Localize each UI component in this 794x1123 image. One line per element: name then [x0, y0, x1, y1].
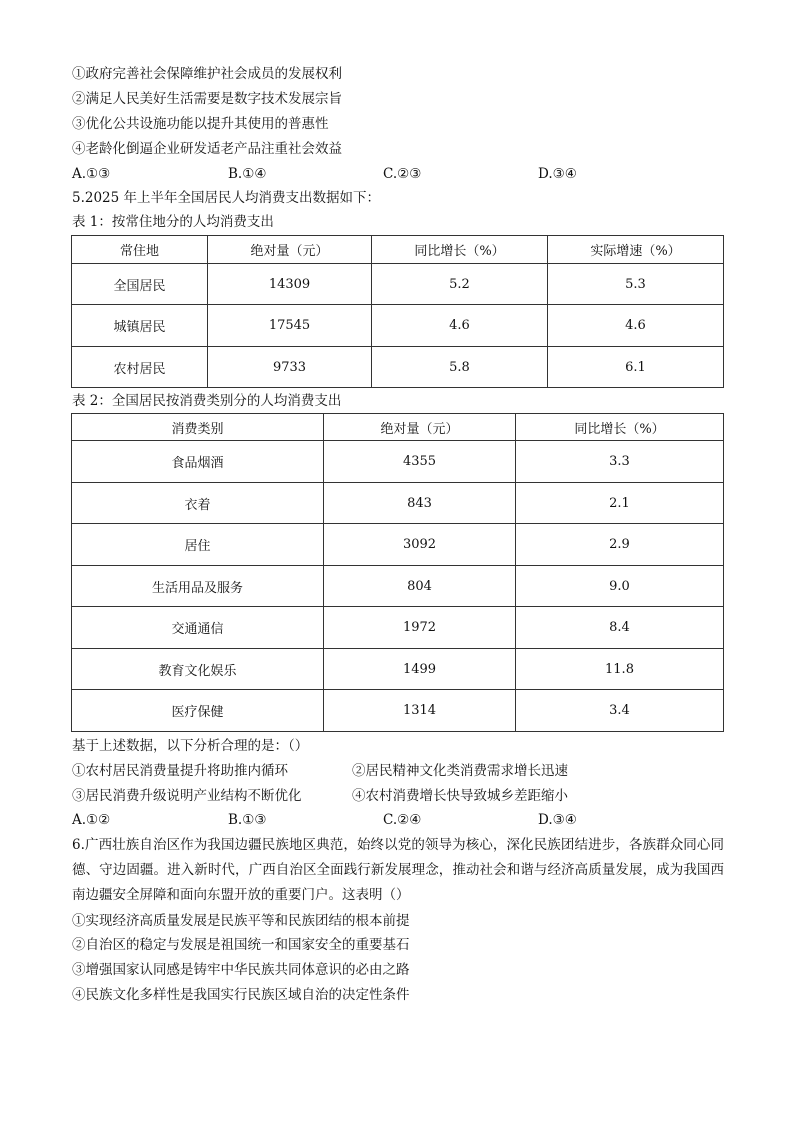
table2-cell: 2.9: [516, 524, 724, 566]
table1-cell: 5.8: [372, 347, 548, 388]
table2-caption: 表 2：全国居民按消费类别分的人均消费支出: [72, 393, 342, 409]
table-row: [72, 441, 724, 483]
table2-header: 绝对量（元）: [324, 414, 516, 441]
table2-cell: 1499: [324, 649, 516, 690]
q5-choice-d[interactable]: D.③④: [538, 812, 577, 828]
table1-cell: 4.6: [548, 305, 724, 347]
table1-cell: 17545: [208, 305, 372, 347]
q5-choice-b[interactable]: B.①③: [228, 812, 267, 828]
table-row: [72, 649, 724, 690]
table1-header-row: [72, 236, 724, 264]
table1-cell: 城镇居民: [72, 305, 208, 347]
table1-cell: 6.1: [548, 347, 724, 388]
table1-cell: 5.2: [372, 264, 548, 305]
q6-option-2: ②自治区的稳定与发展是祖国统一和国家安全的重要基石: [72, 937, 410, 953]
q5-option-3: ③居民消费升级说明产业结构不断优化: [72, 788, 302, 804]
table2-cell: 2.1: [516, 483, 724, 524]
q5-choice-c[interactable]: C.②④: [383, 812, 422, 828]
table1-header: 绝对量（元）: [208, 236, 372, 264]
table1-caption: 表 1：按常住地分的人均消费支出: [72, 214, 274, 230]
table2-cell: 1972: [324, 607, 516, 649]
q6-option-3: ③增强国家认同感是铸牢中华民族共同体意识的必由之路: [72, 962, 410, 978]
q4-choices: [72, 164, 712, 184]
q5-option-4: ④农村消费增长快导致城乡差距缩小: [352, 788, 568, 804]
q5-option-2: ②居民精神文化类消费需求增长迅速: [352, 763, 568, 779]
q6-option-4: ④民族文化多样性是我国实行民族区域自治的决定性条件: [72, 987, 410, 1003]
table2-header: 消费类别: [72, 414, 324, 441]
q6-option-1: ①实现经济高质量发展是民族平等和民族团结的根本前提: [72, 913, 410, 929]
table2-cell: 教育文化娱乐: [72, 649, 324, 690]
table1: [71, 235, 724, 388]
q5-question: 基于上述数据，以下分析合理的是：（）: [72, 738, 309, 754]
table-row: [72, 524, 724, 566]
table1-cell: 9733: [208, 347, 372, 388]
table1-header: 同比增长（%）: [372, 236, 548, 264]
q4-option-1: ①政府完善社会保障维护社会成员的发展权利: [72, 66, 342, 82]
table2-cell: 843: [324, 483, 516, 524]
table2-cell: 8.4: [516, 607, 724, 649]
table1-cell: 14309: [208, 264, 372, 305]
q4-option-4: ④老龄化倒逼企业研发适老产品注重社会效益: [72, 141, 342, 157]
table-row: [72, 607, 724, 649]
table2-cell: 3.4: [516, 690, 724, 732]
q6-stem: 6.广西壮族自治区作为我国边疆民族地区典范，始终以党的领导为核心，深化民族团结进步，各族群众同心同德、守边固疆。进入新时代，广西自治区全面践行新发展理念，推动社会和谐与经济高质量发展，成为我国西南边疆安全屏障和面向东盟开放的重要门户。这表明（）: [72, 837, 724, 903]
table2-cell: 交通通信: [72, 607, 324, 649]
q4-choice-d[interactable]: D.③④: [538, 166, 577, 182]
table-row: [72, 347, 724, 388]
q4-choice-c[interactable]: C.②③: [383, 166, 422, 182]
table-row: [72, 483, 724, 524]
table1-cell: 农村居民: [72, 347, 208, 388]
table2-cell: 衣着: [72, 483, 324, 524]
table2-cell: 居住: [72, 524, 324, 566]
table2-cell: 生活用品及服务: [72, 566, 324, 607]
table1-header: 常住地: [72, 236, 208, 264]
q4-choice-b[interactable]: B.①④: [228, 166, 267, 182]
q4-option-3: ③优化公共设施功能以提升其使用的普惠性: [72, 116, 329, 132]
table2: [71, 413, 724, 732]
table2-header: 同比增长（%）: [516, 414, 724, 441]
q5-stem: 5.2025 年上半年全国居民人均消费支出数据如下：: [72, 190, 381, 206]
q4-choice-a[interactable]: A.①③: [72, 166, 111, 182]
table2-cell: 3092: [324, 524, 516, 566]
table1-cell: 全国居民: [72, 264, 208, 305]
table2-cell: 804: [324, 566, 516, 607]
table2-cell: 4355: [324, 441, 516, 483]
table2-cell: 11.8: [516, 649, 724, 690]
table1-cell: 4.6: [372, 305, 548, 347]
table2-cell: 9.0: [516, 566, 724, 607]
table-row: [72, 690, 724, 732]
table-row: [72, 305, 724, 347]
table2-cell: 医疗保健: [72, 690, 324, 732]
q5-option-1: ①农村居民消费量提升将助推内循环: [72, 763, 288, 779]
table2-cell: 食品烟酒: [72, 441, 324, 483]
table1-header: 实际增速（%）: [548, 236, 724, 264]
table1-cell: 5.3: [548, 264, 724, 305]
table2-cell: 3.3: [516, 441, 724, 483]
q5-options-row-2: [72, 786, 712, 806]
table-row: [72, 264, 724, 305]
q5-choice-a[interactable]: A.①②: [72, 812, 111, 828]
table-row: [72, 566, 724, 607]
table2-header-row: [72, 414, 724, 441]
table2-cell: 1314: [324, 690, 516, 732]
q5-choices: [72, 810, 712, 830]
q5-options-row-1: [72, 761, 712, 781]
q4-option-2: ②满足人民美好生活需要是数字技术发展宗旨: [72, 91, 342, 107]
